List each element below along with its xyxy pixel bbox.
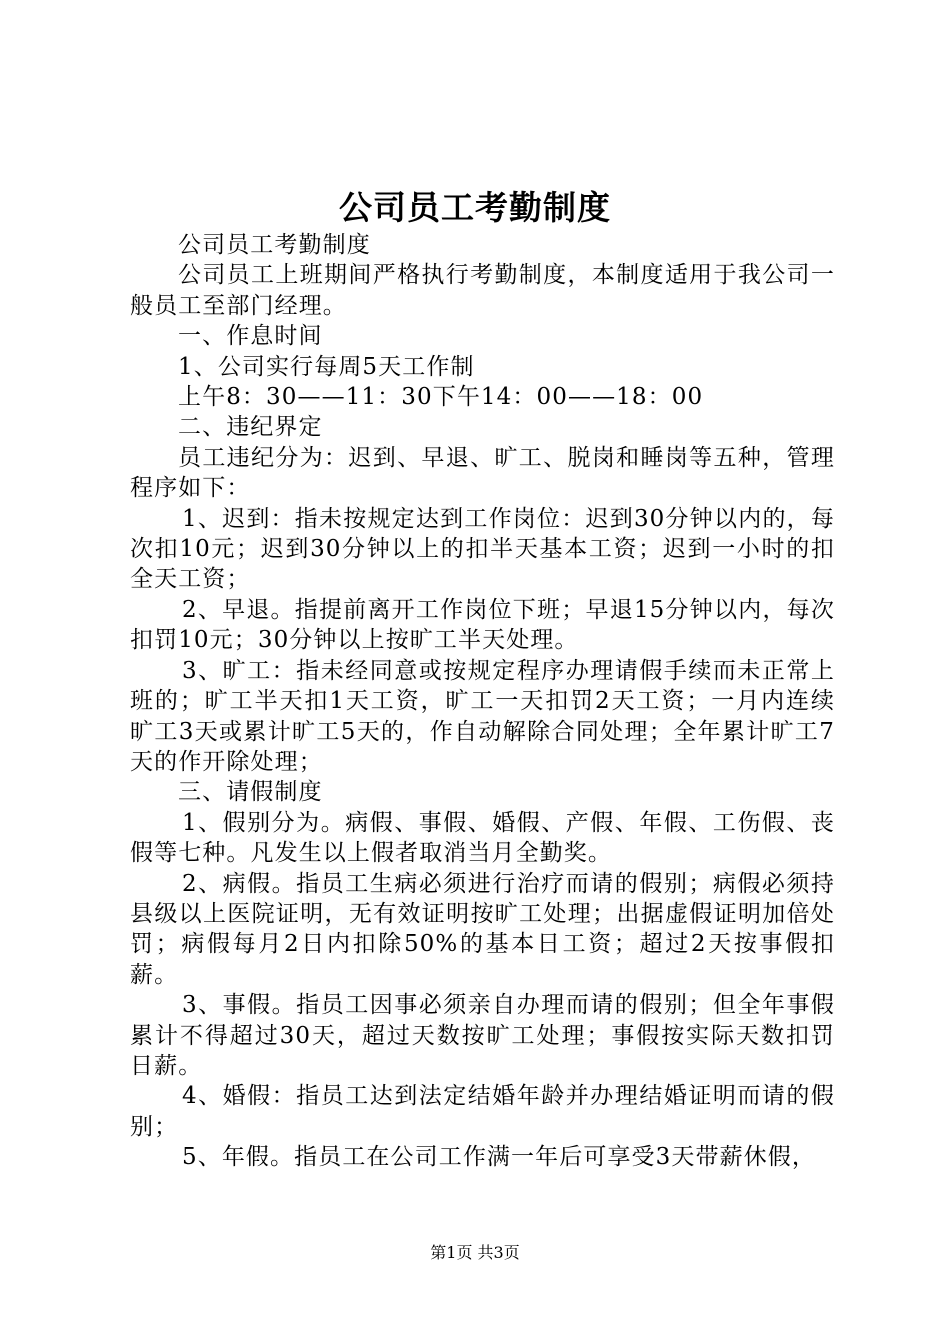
section-heading: 二、违纪界定 xyxy=(178,414,323,441)
paragraph: 5、年假。指员工在公司工作满一年后可享受3天带薪休假， xyxy=(182,1144,816,1171)
paragraph: 4、婚假：指员工达到法定结婚年龄并办理结婚证明而请的假别； xyxy=(130,1083,835,1140)
section-heading: 三、请假制度 xyxy=(178,779,323,806)
section-heading: 一、作息时间 xyxy=(178,323,323,350)
document-body xyxy=(130,230,835,1173)
page-footer: 第1页 共3页 xyxy=(430,1243,520,1262)
paragraph: 公司员工上班期间严格执行考勤制度，本制度适用于我公司一般员工至部门经理。 xyxy=(130,262,835,319)
paragraph: 2、病假。指员工生病必须进行治疗而请的假别；病假必须持县级以上医院证明，无有效证明按旷工处理；出据虚假证明加倍处罚；病假每月2日内扣除50%的基本日工资；超过2天按事假扣薪。 xyxy=(130,870,835,988)
paragraph: 上午8：30——11：30下午14：00——18：00 xyxy=(178,384,704,411)
paragraph: 3、事假。指员工因事必须亲自办理而请的假别；但全年事假累计不得超过30天，超过天数按旷工处理；事假按实际天数扣罚日薪。 xyxy=(130,992,835,1079)
document-title: 公司员工考勤制度 xyxy=(339,188,611,227)
paragraph: 1、公司实行每周5天工作制 xyxy=(178,353,475,380)
paragraph: 公司员工考勤制度 xyxy=(178,232,371,258)
paragraph: 1、假别分为。病假、事假、婚假、产假、年假、工伤假、丧假等七种。凡发生以上假者取消当月全勤奖。 xyxy=(130,809,835,867)
paragraph: 1、迟到：指未按规定达到工作岗位：迟到30分钟以内的，每次扣10元；迟到30分钟以上的扣半天基本工资；迟到一小时的扣全天工资； xyxy=(130,505,835,593)
paragraph: 员工违纪分为：迟到、早退、旷工、脱岗和睡岗等五种，管理程序如下： xyxy=(130,444,835,502)
paragraph: 2、早退。指提前离开工作岗位下班；早退15分钟以内，每次扣罚10元；30分钟以上按旷工半天处理。 xyxy=(130,596,835,654)
paragraph: 3、旷工：指未经同意或按规定程序办理请假手续而未正常上班的；旷工半天扣1天工资，旷工一天扣罚2天工资；一月内连续旷工3天或累计旷工5天的，作自动解除合同处理；全年累计旷工7天的作开除处理； xyxy=(130,657,835,775)
